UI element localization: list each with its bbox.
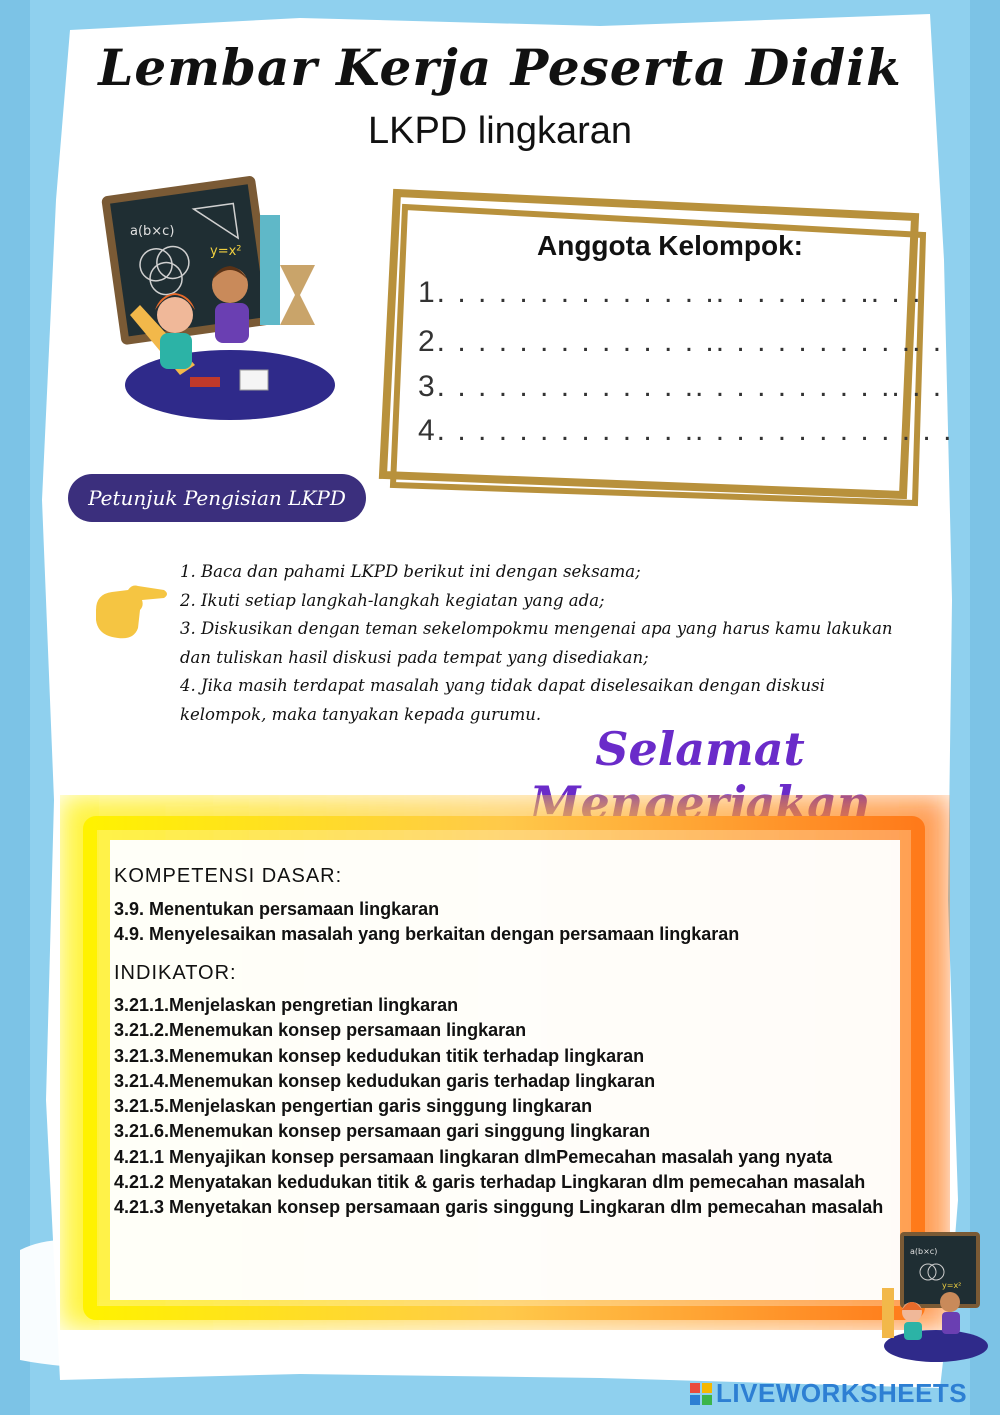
indicator-item: 4.21.1 Menyajikan konsep persamaan lingkaran dlmPemecahan masalah yang nyata [114, 1146, 833, 1167]
instruction-item: 1. Baca dan pahami LKPD berikut ini dengan seksama; [180, 562, 641, 581]
member-line-2[interactable]: 2. . . . . . . . . . . . . .. . . . . . . . . .. . [418, 325, 944, 358]
chalkboard-formula-1: a(b×c) [130, 224, 175, 239]
indicator-item: 3.21.2.Menemukan konsep persamaan lingkaran [114, 1020, 527, 1041]
indicator-heading: INDIKATOR: [114, 962, 237, 984]
indicator-item: 4.21.2 Menyatakan kedudukan titik & garis terhadap Lingkaran dlm pemecahan masalah [114, 1172, 866, 1193]
competence-item: 3.9. Menentukan persamaan lingkaran [114, 899, 440, 919]
members-title: Anggota Kelompok: [537, 230, 803, 261]
liveworksheets-logo-icon [690, 1383, 712, 1405]
pointing-hand-icon [92, 580, 170, 644]
member-line-3[interactable]: 3. . . . . . . . . . . . .. . . . . . . . . .. . . [418, 370, 944, 403]
page-subtitle: LKPD lingkaran [367, 110, 633, 152]
instruction-item: 3. Diskusikan dengan teman sekelompokmu mengenai apa yang harus kamu lakukan dan tuliskan hasil diskusi pada tempat yang disediakan; [180, 619, 893, 667]
indicator-item: 3.21.5.Menjelaskan pengertian garis singgung lingkaran [114, 1096, 593, 1117]
indicator-item: 3.21.3.Menemukan konsep kedudukan titik terhadap lingkaran [114, 1045, 645, 1066]
closing-greeting: Selamat [595, 722, 805, 776]
member-line-4[interactable]: 4. . . . . . . . . . . . .. . . . . . . . . . . . . [418, 414, 954, 447]
indicator-item: 4.21.3 Menyetakan konsep persamaan garis singgung Lingkaran dlm pemecahan masalah [114, 1197, 884, 1218]
indicator-list [114, 993, 904, 1221]
instructions-heading-pill: Petunjuk Pengisian LKPD [68, 474, 366, 522]
kids-chalkboard-illustration [100, 165, 340, 435]
competence-heading: KOMPETENSI DASAR: [114, 865, 343, 887]
indicator-item: 3.21.4.Menemukan konsep kedudukan garis terhadap lingkaran [114, 1070, 656, 1091]
instruction-item: 2. Ikuti setiap langkah-langkah kegiatan yang ada; [180, 590, 605, 610]
indicator-item: 3.21.1.Menjelaskan pengretian lingkaran [114, 995, 459, 1015]
member-line-1[interactable]: 1. . . . . . . . . . . . . .. . . . . . . .. . . [418, 276, 923, 309]
instructions-list [180, 558, 900, 729]
small-chalkboard-formula-1: a(b×c) [910, 1247, 938, 1256]
page-title: Lembar Kerja Peserta Didik [98, 38, 902, 97]
chalkboard-formula-2: y=x² [210, 244, 242, 259]
competence-item: 4.9. Menyelesaikan masalah yang berkaitan dengan persamaan lingkaran [114, 924, 740, 944]
small-kids-chalkboard-illustration [872, 1228, 992, 1368]
watermark-text: LIVEWORKSHEETS [716, 1378, 968, 1408]
instruction-item: 4. Jika masih terdapat masalah yang tidak dapat diselesaikan dengan diskusi kelompok, maka tanyakan kepada gurumu. [180, 676, 825, 724]
indicator-item: 3.21.6.Menemukan konsep persamaan gari singgung lingkaran [114, 1121, 651, 1142]
small-chalkboard-formula-2: y=x² [942, 1281, 962, 1290]
liveworksheets-watermark[interactable] [690, 1378, 967, 1409]
